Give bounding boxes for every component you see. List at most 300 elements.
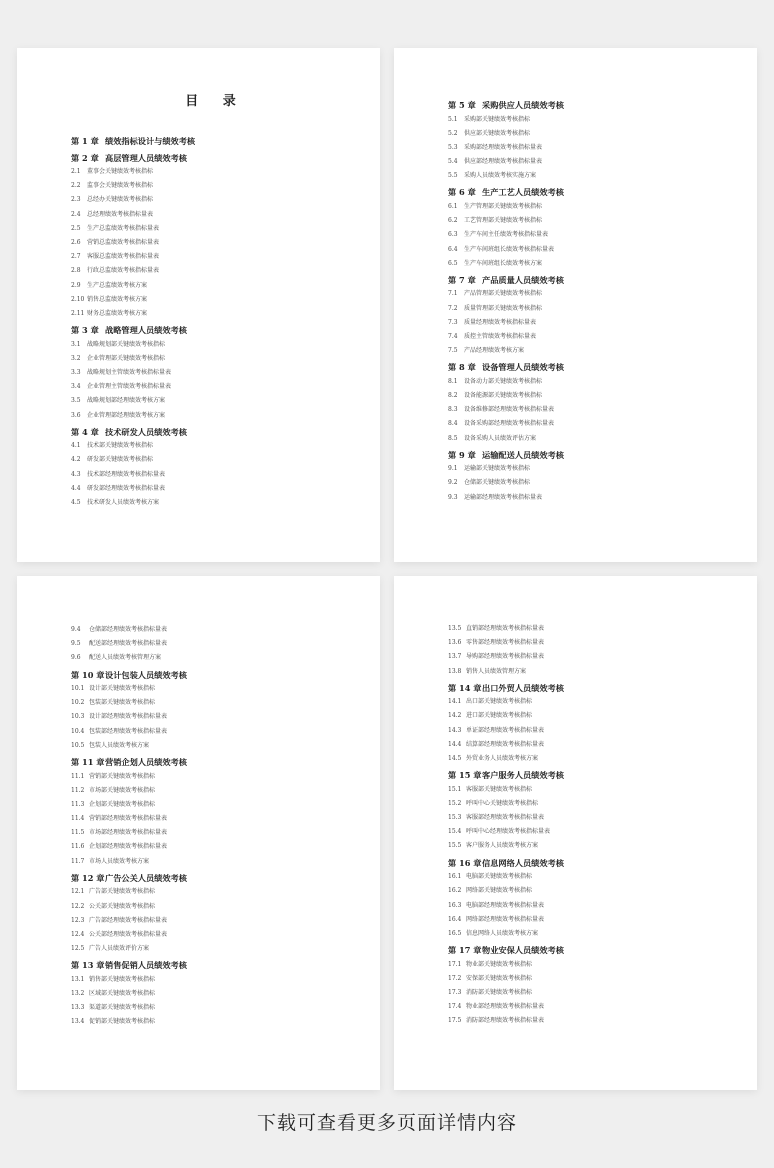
section-number: 16.1 bbox=[448, 873, 462, 881]
section-title: 质控主管绩效考核指标量表 bbox=[464, 332, 537, 340]
section-number: 2.4 bbox=[71, 210, 81, 218]
toc-item bbox=[448, 665, 727, 679]
section-title: 网络部关键绩效考核指标 bbox=[466, 887, 533, 895]
toc-item bbox=[448, 724, 727, 738]
section-title: 包装部关键绩效考核指标 bbox=[89, 699, 156, 707]
toc-item bbox=[448, 462, 727, 476]
toc-item bbox=[71, 380, 350, 394]
toc-item bbox=[448, 141, 727, 155]
section-title: 促销部关键绩效考核指标 bbox=[89, 1018, 156, 1026]
section-number: 6.5 bbox=[448, 259, 458, 267]
section-title: 区域部关键绩效考核指标 bbox=[89, 989, 156, 997]
section-number: 2.3 bbox=[71, 196, 81, 204]
section-title: 呼叫中心关键绩效考核指标 bbox=[466, 799, 539, 807]
chapter-number: 第 15 章 bbox=[448, 770, 482, 781]
section-number: 5.5 bbox=[448, 172, 458, 180]
toc-page-1 bbox=[17, 48, 380, 562]
section-title: 单证部经理绩效考核指标量表 bbox=[466, 726, 545, 734]
chapter-number: 第 16 章 bbox=[448, 857, 482, 868]
section-number: 2.8 bbox=[71, 267, 81, 275]
toc-item bbox=[448, 927, 727, 941]
section-number: 9.4 bbox=[71, 626, 81, 633]
section-title: 结算部经理绩效考核指标量表 bbox=[466, 740, 545, 748]
toc-item bbox=[448, 417, 727, 431]
toc-item bbox=[71, 973, 350, 987]
toc-item bbox=[71, 885, 350, 899]
chapter-number: 第 17 章 bbox=[448, 945, 482, 956]
section-title: 技术部关键绩效考核指标 bbox=[87, 442, 154, 450]
chapter-number: 第 5 章 bbox=[448, 100, 476, 110]
section-number: 3.5 bbox=[71, 397, 81, 405]
section-title: 渠道部关键绩效考核指标 bbox=[89, 1004, 156, 1012]
section-title: 技术部经理绩效考核指标量表 bbox=[87, 470, 166, 478]
toc-item bbox=[448, 316, 727, 330]
section-title: 客服部经理绩效考核指标量表 bbox=[466, 814, 545, 822]
section-number: 16.2 bbox=[448, 887, 462, 895]
section-number: 2.9 bbox=[71, 281, 81, 289]
toc-item bbox=[71, 193, 350, 207]
toc-item bbox=[448, 344, 727, 358]
toc-item bbox=[448, 972, 727, 986]
toc-item bbox=[448, 839, 727, 853]
section-title: 质量经理绩效考核指标量表 bbox=[464, 318, 537, 326]
toc-list bbox=[71, 623, 350, 1030]
section-number: 6.1 bbox=[448, 202, 458, 210]
toc-item bbox=[71, 840, 350, 854]
section-title: 客服部关键绩效考核指标 bbox=[466, 785, 533, 793]
toc-item bbox=[71, 236, 350, 250]
chapter-title: 广告公关人员绩效考核 bbox=[105, 872, 187, 883]
toc-item bbox=[71, 725, 350, 739]
section-number: 6.2 bbox=[448, 217, 458, 225]
section-title: 供应部经理绩效考核指标量表 bbox=[464, 158, 543, 166]
section-number: 15.3 bbox=[448, 814, 462, 822]
section-number: 11.4 bbox=[71, 815, 85, 823]
section-number: 5.1 bbox=[448, 115, 458, 123]
toc-item bbox=[448, 169, 727, 183]
section-title: 采购部经理绩效考核指标量表 bbox=[464, 143, 543, 151]
toc-item bbox=[448, 432, 727, 446]
toc-item bbox=[448, 986, 727, 1000]
section-title: 设备动力部关键绩效考核指标 bbox=[464, 377, 543, 385]
chapter-title: 销售促销人员绩效考核 bbox=[105, 960, 187, 971]
section-number: 2.7 bbox=[71, 253, 81, 261]
chapter-number: 第 14 章 bbox=[448, 682, 482, 693]
section-title: 企业管理部经理绩效考核方案 bbox=[87, 411, 166, 419]
chapter-heading bbox=[71, 871, 350, 886]
section-title: 生产管理部关键绩效考核指标 bbox=[464, 202, 543, 210]
section-title: 企划部经理绩效考核指标量表 bbox=[89, 843, 168, 851]
section-number: 2.2 bbox=[71, 182, 81, 190]
toc-item bbox=[71, 482, 350, 496]
section-title: 仓储部关键绩效考核指标 bbox=[464, 479, 531, 487]
toc-item bbox=[71, 338, 350, 352]
section-title: 网络部经理绩效考核指标量表 bbox=[466, 915, 545, 923]
section-number: 8.1 bbox=[448, 377, 458, 385]
section-title: 战略规划部经理绩效考核方案 bbox=[87, 397, 166, 405]
section-number: 8.3 bbox=[448, 406, 458, 414]
section-title: 生产车间班组长绩效考核指标量表 bbox=[464, 245, 555, 253]
section-title: 生产总监绩效考核方案 bbox=[87, 281, 148, 289]
toc-item bbox=[448, 884, 727, 898]
toc-item bbox=[448, 870, 727, 884]
section-title: 采购人员绩效考核实施方案 bbox=[464, 172, 537, 180]
chapter-title: 设备管理人员绩效考核 bbox=[482, 362, 564, 373]
section-title: 工艺管理部关键绩效考核指标 bbox=[464, 217, 543, 225]
toc-item bbox=[71, 250, 350, 264]
section-number: 13.6 bbox=[448, 639, 462, 647]
section-title: 技术研发人员绩效考核方案 bbox=[87, 498, 160, 506]
section-number: 13.7 bbox=[448, 653, 462, 661]
chapter-heading bbox=[448, 273, 727, 288]
toc-item bbox=[448, 389, 727, 403]
toc-item bbox=[71, 165, 350, 179]
toc-item bbox=[448, 257, 727, 271]
section-number: 5.3 bbox=[448, 143, 458, 151]
section-title: 广告部经理绩效考核指标量表 bbox=[89, 916, 168, 924]
toc-item bbox=[448, 1000, 727, 1014]
toc-item bbox=[448, 899, 727, 913]
section-title: 外贸业务人员绩效考核方案 bbox=[466, 755, 539, 762]
toc-item bbox=[448, 287, 727, 301]
section-title: 进口部关键绩效考核指标 bbox=[466, 712, 533, 720]
section-title: 行政总监绩效考核指标量表 bbox=[87, 267, 160, 275]
section-title: 直销部经理绩效考核指标量表 bbox=[466, 625, 545, 632]
section-title: 研发部经理绩效考核指标量表 bbox=[87, 484, 166, 492]
section-title: 销售人员绩效管理方案 bbox=[466, 667, 527, 675]
toc-item bbox=[71, 637, 350, 651]
toc-item bbox=[448, 228, 727, 242]
toc-item bbox=[71, 987, 350, 1001]
section-number: 10.5 bbox=[71, 741, 85, 749]
section-number: 10.2 bbox=[71, 699, 85, 707]
section-number: 4.5 bbox=[71, 498, 81, 506]
section-number: 3.6 bbox=[71, 411, 81, 419]
toc-item bbox=[448, 825, 727, 839]
section-title: 采购部关键绩效考核指标 bbox=[464, 115, 531, 123]
section-title: 公关部经理绩效考核指标量表 bbox=[89, 930, 168, 938]
toc-item bbox=[71, 710, 350, 724]
toc-item bbox=[71, 770, 350, 784]
section-number: 14.2 bbox=[448, 712, 462, 720]
toc-item bbox=[448, 695, 727, 709]
section-number: 5.4 bbox=[448, 158, 458, 166]
chapter-title: 战略管理人员绩效考核 bbox=[105, 325, 187, 336]
toc-item bbox=[71, 928, 350, 942]
section-title: 广告部关键绩效考核指标 bbox=[89, 888, 156, 896]
toc-list bbox=[448, 622, 727, 1029]
toc-item bbox=[71, 496, 350, 510]
chapter-number: 第 3 章 bbox=[71, 325, 99, 336]
section-title: 销售总监绩效考核方案 bbox=[87, 295, 148, 303]
section-number: 13.4 bbox=[71, 1018, 85, 1026]
toc-item bbox=[448, 127, 727, 141]
chapter-number: 第 8 章 bbox=[448, 362, 476, 373]
section-number: 17.3 bbox=[448, 988, 462, 996]
toc-item bbox=[71, 439, 350, 453]
chapter-title: 绩效指标设计与绩效考核 bbox=[105, 136, 196, 146]
section-title: 供应部关键绩效考核指标 bbox=[464, 129, 531, 137]
toc-item bbox=[448, 491, 727, 505]
section-number: 15.1 bbox=[448, 785, 462, 793]
toc-item bbox=[448, 476, 727, 490]
section-number: 11.1 bbox=[71, 772, 85, 780]
section-title: 呼叫中心经理绩效考核指标量表 bbox=[466, 828, 551, 836]
section-title: 信息网络人员绩效考核方案 bbox=[466, 929, 539, 937]
section-title: 产品管理部关键绩效考核指标 bbox=[464, 290, 543, 298]
toc-item bbox=[448, 709, 727, 723]
section-number: 7.4 bbox=[448, 332, 458, 340]
section-title: 设备采购部经理绩效考核指标量表 bbox=[464, 420, 555, 428]
section-title: 产品经理绩效考核方案 bbox=[464, 347, 525, 355]
toc-item bbox=[71, 366, 350, 380]
section-number: 8.5 bbox=[448, 434, 458, 442]
toc-item bbox=[71, 1001, 350, 1015]
section-title: 营销总监绩效考核指标量表 bbox=[87, 238, 160, 246]
toc-item bbox=[71, 293, 350, 307]
toc-item bbox=[71, 623, 350, 637]
toc-item bbox=[71, 900, 350, 914]
toc-item bbox=[71, 179, 350, 193]
toc-item bbox=[448, 302, 727, 316]
section-number: 2.1 bbox=[71, 168, 81, 175]
section-title: 客服总监绩效考核指标量表 bbox=[87, 253, 160, 261]
section-title: 市场部关键绩效考核指标 bbox=[89, 786, 156, 794]
chapter-title: 采购供应人员绩效考核 bbox=[482, 100, 564, 110]
section-title: 研发部关键绩效考核指标 bbox=[87, 456, 154, 464]
section-number: 9.3 bbox=[448, 493, 458, 501]
toc-list bbox=[71, 90, 350, 510]
section-number: 17.1 bbox=[448, 960, 462, 968]
section-title: 生产总监绩效考核指标量表 bbox=[87, 224, 160, 232]
toc-item bbox=[71, 307, 350, 321]
section-number: 4.1 bbox=[71, 442, 81, 450]
section-number: 17.4 bbox=[448, 1003, 462, 1011]
chapter-number: 第 4 章 bbox=[71, 426, 99, 437]
section-number: 7.5 bbox=[448, 347, 458, 355]
chapter-number: 第 7 章 bbox=[448, 274, 476, 285]
section-number: 2.6 bbox=[71, 238, 81, 246]
section-number: 13.8 bbox=[448, 667, 462, 675]
chapter-title: 物业安保人员绩效考核 bbox=[482, 945, 564, 956]
toc-item bbox=[448, 375, 727, 389]
section-title: 生产车间班组长绩效考核方案 bbox=[464, 259, 543, 267]
section-number: 15.5 bbox=[448, 842, 462, 850]
toc-item bbox=[71, 651, 350, 665]
section-number: 16.4 bbox=[448, 915, 462, 923]
section-title: 消防部经理绩效考核指标量表 bbox=[466, 1017, 545, 1025]
toc-item bbox=[448, 636, 727, 650]
section-title: 导购部经理绩效考核指标量表 bbox=[466, 653, 545, 661]
section-number: 10.1 bbox=[71, 685, 85, 693]
toc-item bbox=[71, 1015, 350, 1029]
chapter-heading bbox=[448, 185, 727, 200]
toc-item bbox=[71, 394, 350, 408]
section-title: 消防部关键绩效考核指标 bbox=[466, 988, 533, 996]
toc-item bbox=[71, 696, 350, 710]
section-number: 9.5 bbox=[71, 640, 81, 648]
chapter-heading bbox=[71, 151, 350, 166]
section-number: 7.3 bbox=[448, 318, 458, 326]
toc-item bbox=[71, 453, 350, 467]
toc-item bbox=[71, 942, 350, 956]
section-number: 11.3 bbox=[71, 800, 85, 808]
section-number: 14.4 bbox=[448, 740, 462, 748]
toc-item bbox=[448, 214, 727, 228]
section-title: 设备维修部经理绩效考核指标量表 bbox=[464, 406, 555, 414]
section-number: 13.1 bbox=[71, 975, 85, 983]
section-title: 战略规划主管绩效考核指标量表 bbox=[87, 368, 172, 376]
section-title: 营销部关键绩效考核指标 bbox=[89, 772, 156, 780]
toc-item bbox=[71, 739, 350, 753]
toc-page-2 bbox=[394, 48, 757, 562]
toc-item bbox=[71, 914, 350, 928]
section-title: 公关部关键绩效考核指标 bbox=[89, 902, 156, 910]
section-title: 设备采购人员绩效评估方案 bbox=[464, 434, 537, 442]
chapter-title: 设计包装人员绩效考核 bbox=[105, 669, 187, 680]
chapter-heading bbox=[448, 98, 727, 113]
chapter-title: 产品质量人员绩效考核 bbox=[482, 274, 564, 285]
section-number: 10.4 bbox=[71, 727, 85, 735]
chapter-title: 出口外贸人员绩效考核 bbox=[482, 682, 564, 693]
chapter-heading bbox=[71, 323, 350, 338]
section-title: 包装人员绩效考核方案 bbox=[89, 741, 150, 749]
toc-item bbox=[71, 468, 350, 482]
toc-item bbox=[71, 826, 350, 840]
section-title: 设计部经理绩效考核指标量表 bbox=[89, 713, 168, 721]
section-number: 13.3 bbox=[71, 1004, 85, 1012]
section-title: 电脑部经理绩效考核指标量表 bbox=[466, 901, 545, 909]
section-title: 企业管理主管绩效考核指标量表 bbox=[87, 383, 172, 391]
chapter-number: 第 9 章 bbox=[448, 449, 476, 460]
section-number: 11.5 bbox=[71, 829, 85, 837]
section-title: 销售部关键绩效考核指标 bbox=[89, 975, 156, 983]
chapter-heading bbox=[71, 755, 350, 770]
section-title: 总经办关键绩效考核指标 bbox=[87, 196, 154, 204]
section-title: 零售部经理绩效考核指标量表 bbox=[466, 639, 545, 647]
chapter-heading bbox=[448, 768, 727, 783]
chapter-heading bbox=[448, 681, 727, 696]
section-number: 4.2 bbox=[71, 456, 81, 464]
section-title: 企业管理部关键绩效考核指标 bbox=[87, 354, 166, 362]
section-title: 物业部经理绩效考核指标量表 bbox=[466, 1003, 545, 1011]
section-title: 战略规划部关键绩效考核指标 bbox=[87, 340, 166, 348]
toc-item bbox=[71, 784, 350, 798]
section-number: 13.5 bbox=[448, 625, 462, 632]
chapter-title: 技术研发人员绩效考核 bbox=[105, 426, 187, 437]
chapter-heading bbox=[71, 958, 350, 973]
section-title: 总经理绩效考核指标量表 bbox=[87, 210, 154, 218]
toc-item bbox=[448, 1014, 727, 1028]
section-title: 仓储部经理绩效考核指标量表 bbox=[89, 626, 168, 633]
toc-list bbox=[448, 96, 727, 505]
toc-item bbox=[448, 752, 727, 766]
section-number: 3.1 bbox=[71, 340, 81, 348]
section-number: 11.6 bbox=[71, 843, 85, 851]
section-title: 安保部关键绩效考核指标 bbox=[466, 974, 533, 982]
section-title: 质量管理部关键绩效考核指标 bbox=[464, 304, 543, 312]
toc-item bbox=[71, 264, 350, 278]
chapter-number: 第 11 章 bbox=[71, 757, 105, 767]
section-title: 设计部关键绩效考核指标 bbox=[89, 685, 156, 693]
section-number: 8.4 bbox=[448, 420, 458, 428]
toc-item bbox=[71, 682, 350, 696]
section-number: 6.4 bbox=[448, 245, 458, 253]
toc-item bbox=[71, 352, 350, 366]
section-number: 15.4 bbox=[448, 828, 462, 836]
chapter-number: 第 6 章 bbox=[448, 187, 476, 198]
chapter-number: 第 13 章 bbox=[71, 960, 105, 971]
section-title: 出口部关键绩效考核指标 bbox=[466, 698, 533, 706]
toc-title: 目 录 bbox=[185, 94, 246, 109]
toc-page-4 bbox=[394, 576, 757, 1090]
chapter-number: 第 2 章 bbox=[71, 152, 99, 163]
toc-item bbox=[71, 798, 350, 812]
section-title: 营销部经理绩效考核指标量表 bbox=[89, 815, 168, 823]
chapter-heading bbox=[448, 360, 727, 375]
section-title: 市场人员绩效考核方案 bbox=[89, 857, 150, 865]
chapter-title: 高层管理人员绩效考核 bbox=[105, 152, 187, 163]
section-number: 3.4 bbox=[71, 383, 81, 391]
toc-item bbox=[448, 243, 727, 257]
toc-item bbox=[71, 409, 350, 423]
section-number: 7.2 bbox=[448, 304, 458, 312]
toc-item bbox=[448, 958, 727, 972]
chapter-title: 生产工艺人员绩效考核 bbox=[482, 187, 564, 198]
section-number: 9.6 bbox=[71, 654, 81, 662]
section-number: 9.2 bbox=[448, 479, 458, 487]
section-title: 运输部经理绩效考核指标量表 bbox=[464, 493, 543, 501]
section-title: 电脑部关键绩效考核指标 bbox=[466, 873, 533, 881]
toc-item bbox=[448, 155, 727, 169]
download-caption[interactable]: 下载可查看更多页面详情内容 bbox=[256, 1112, 517, 1134]
toc-item bbox=[448, 738, 727, 752]
section-number: 4.3 bbox=[71, 470, 81, 478]
toc-item bbox=[448, 403, 727, 417]
chapter-heading bbox=[448, 943, 727, 958]
toc-item bbox=[448, 650, 727, 664]
toc-item bbox=[448, 622, 727, 636]
chapter-number: 第 12 章 bbox=[71, 872, 105, 883]
section-number: 12.4 bbox=[71, 930, 85, 938]
toc-item bbox=[71, 208, 350, 222]
chapter-heading bbox=[71, 134, 350, 149]
section-title: 物业部关键绩效考核指标 bbox=[466, 960, 533, 968]
toc-item bbox=[448, 200, 727, 214]
section-title: 设备能源部关键绩效考核指标 bbox=[464, 392, 543, 399]
toc-item bbox=[71, 222, 350, 236]
section-number: 17.5 bbox=[448, 1017, 462, 1025]
section-title: 生产车间主任绩效考核指标量表 bbox=[464, 231, 549, 239]
chapter-heading bbox=[448, 448, 727, 463]
section-title: 运输部关键绩效考核指标 bbox=[464, 465, 531, 473]
section-number: 2.11 bbox=[71, 309, 85, 317]
section-title: 监事会关键绩效考核指标 bbox=[87, 182, 154, 190]
chapter-title: 营销企划人员绩效考核 bbox=[105, 757, 187, 767]
chapter-heading bbox=[71, 668, 350, 683]
toc-item bbox=[448, 811, 727, 825]
section-title: 财务总监绩效考核方案 bbox=[87, 309, 148, 317]
chapter-title: 信息网络人员绩效考核 bbox=[482, 857, 564, 868]
toc-item bbox=[448, 783, 727, 797]
section-number: 14.1 bbox=[448, 698, 462, 706]
toc-item bbox=[71, 279, 350, 293]
toc-page-3 bbox=[17, 576, 380, 1090]
chapter-title: 运输配送人员绩效考核 bbox=[482, 449, 564, 460]
section-number: 14.3 bbox=[448, 726, 462, 734]
section-number: 4.4 bbox=[71, 484, 81, 492]
chapter-heading bbox=[71, 425, 350, 440]
